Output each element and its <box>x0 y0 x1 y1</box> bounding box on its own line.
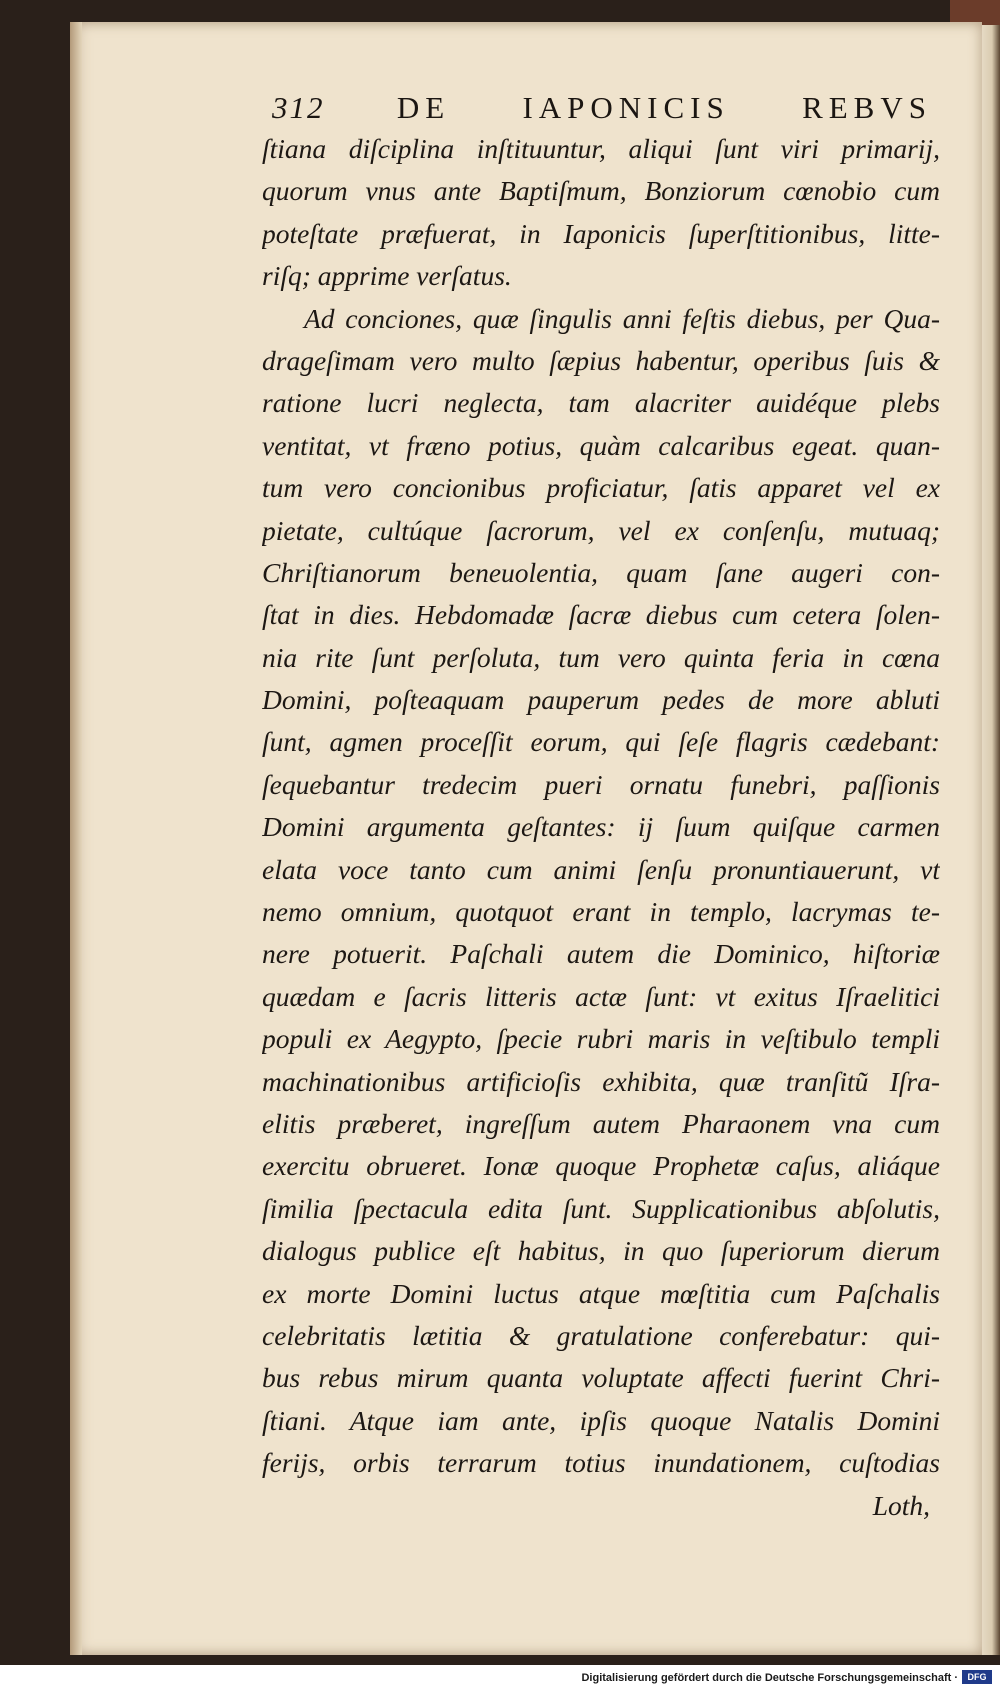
text-line: celebritatis lætitia & gratulatione conferebatur: qui- <box>262 1319 940 1351</box>
text-line: ſtat in dies. Hebdomadæ ſacræ diebus cum cetera ſolen- <box>262 599 940 631</box>
text-line: ex morte Domini luctus atque mœſtitia cum Paſchalis <box>262 1277 940 1309</box>
text-line: ratione lucri neglecta, tam alacriter auidéque plebs <box>262 387 940 419</box>
text-line: poteſtate præfuerat, in Iaponicis ſuperſtitionibus, litte- <box>262 217 940 249</box>
text-line: ſequebantur tredecim pueri ornatu funebri, paſſionis <box>262 768 940 800</box>
text-line: nemo omnium, quotquot erant in templo, lacrymas te- <box>262 896 940 928</box>
text-line: nere potuerit. Paſchali autem die Dominico, hiſtoriæ <box>262 938 940 970</box>
page-number: 312 <box>272 90 325 125</box>
text-line: tum vero concionibus proficiatur, ſatis apparet vel ex <box>262 472 940 504</box>
running-title-word: IAPONICIS <box>522 90 730 125</box>
text-line: populi ex Aegypto, ſpecie rubri maris in veſtibulo templi <box>262 1023 940 1055</box>
text-line: quædam e ſacris litteris actæ ſunt: vt exitus Iſraelitici <box>262 980 940 1012</box>
text-line: ſunt, agmen proceſſit eorum, qui ſeſe flagris cædebant: <box>262 726 940 758</box>
text-line: ſtiani. Atque iam ante, ipſis quoque Natalis Domini <box>262 1404 940 1436</box>
text-line: bus rebus mirum quanta voluptate affecti fuerint Chri- <box>262 1362 940 1394</box>
text-line: nia rite ſunt perſoluta, tum vero quinta feria in cœna <box>262 641 940 673</box>
page-edge <box>980 25 1000 1655</box>
text-line: pietate, cultúque ſacrorum, vel ex conſenſu, mutuaq; <box>262 514 940 546</box>
digitization-credit: Digitalisierung gefördert durch die Deutsche Forschungsgemeinschaft · <box>581 1672 958 1684</box>
running-title-word: REBVS <box>802 90 932 125</box>
page-gutter-shadow <box>70 22 82 1655</box>
catchword: Loth, <box>872 1489 930 1521</box>
body-text <box>262 128 940 1527</box>
running-title-word: DE <box>396 90 451 125</box>
text-line: exercitu obrueret. Ionæ quoque Prophetæ caſus, aliáque <box>262 1150 940 1182</box>
text-line: ferijs, orbis terrarum totius inundationem, cuſtodias <box>262 1447 940 1479</box>
text-line: elata voce tanto cum animi ſenſu pronuntiauerunt, vt <box>262 853 940 885</box>
text-line: riſq; apprime verſatus. <box>262 260 512 292</box>
text-line: Domini, poſteaquam pauperum pedes de more abluti <box>262 684 940 716</box>
text-line: Chriſtianorum beneuolentia, quam ſane augeri con- <box>262 556 940 588</box>
text-line: drageſimam vero multo ſæpius habentur, operibus ſuis & <box>262 344 940 376</box>
dfg-logo-icon: DFG <box>962 1670 992 1684</box>
text-line: elitis præberet, ingreſſum autem Pharaonem vna cum <box>262 1107 940 1139</box>
running-head <box>272 90 932 126</box>
text-line: machinationibus artificioſis exhibita, quæ tranſitũ Iſra- <box>262 1065 940 1097</box>
text-line: Ad conciones, quæ ſingulis anni feſtis diebus, per Qua- <box>304 302 940 334</box>
text-line: dialogus publice eſt habitus, in quo ſuperiorum dierum <box>262 1235 940 1267</box>
text-line: ſimilia ſpectacula edita ſunt. Supplicationibus abſolutis, <box>262 1192 940 1224</box>
text-line: quorum vnus ante Baptiſmum, Bonziorum cœnobio cum <box>262 175 940 207</box>
text-line: ſtiana diſciplina inſtituuntur, aliqui ſunt viri primarij, <box>262 133 940 164</box>
text-line: ventitat, vt fræno potius, quàm calcaribus egeat. quan- <box>262 429 940 461</box>
text-line: Domini argumenta geſtantes: ij ſuum quiſque carmen <box>262 811 940 843</box>
